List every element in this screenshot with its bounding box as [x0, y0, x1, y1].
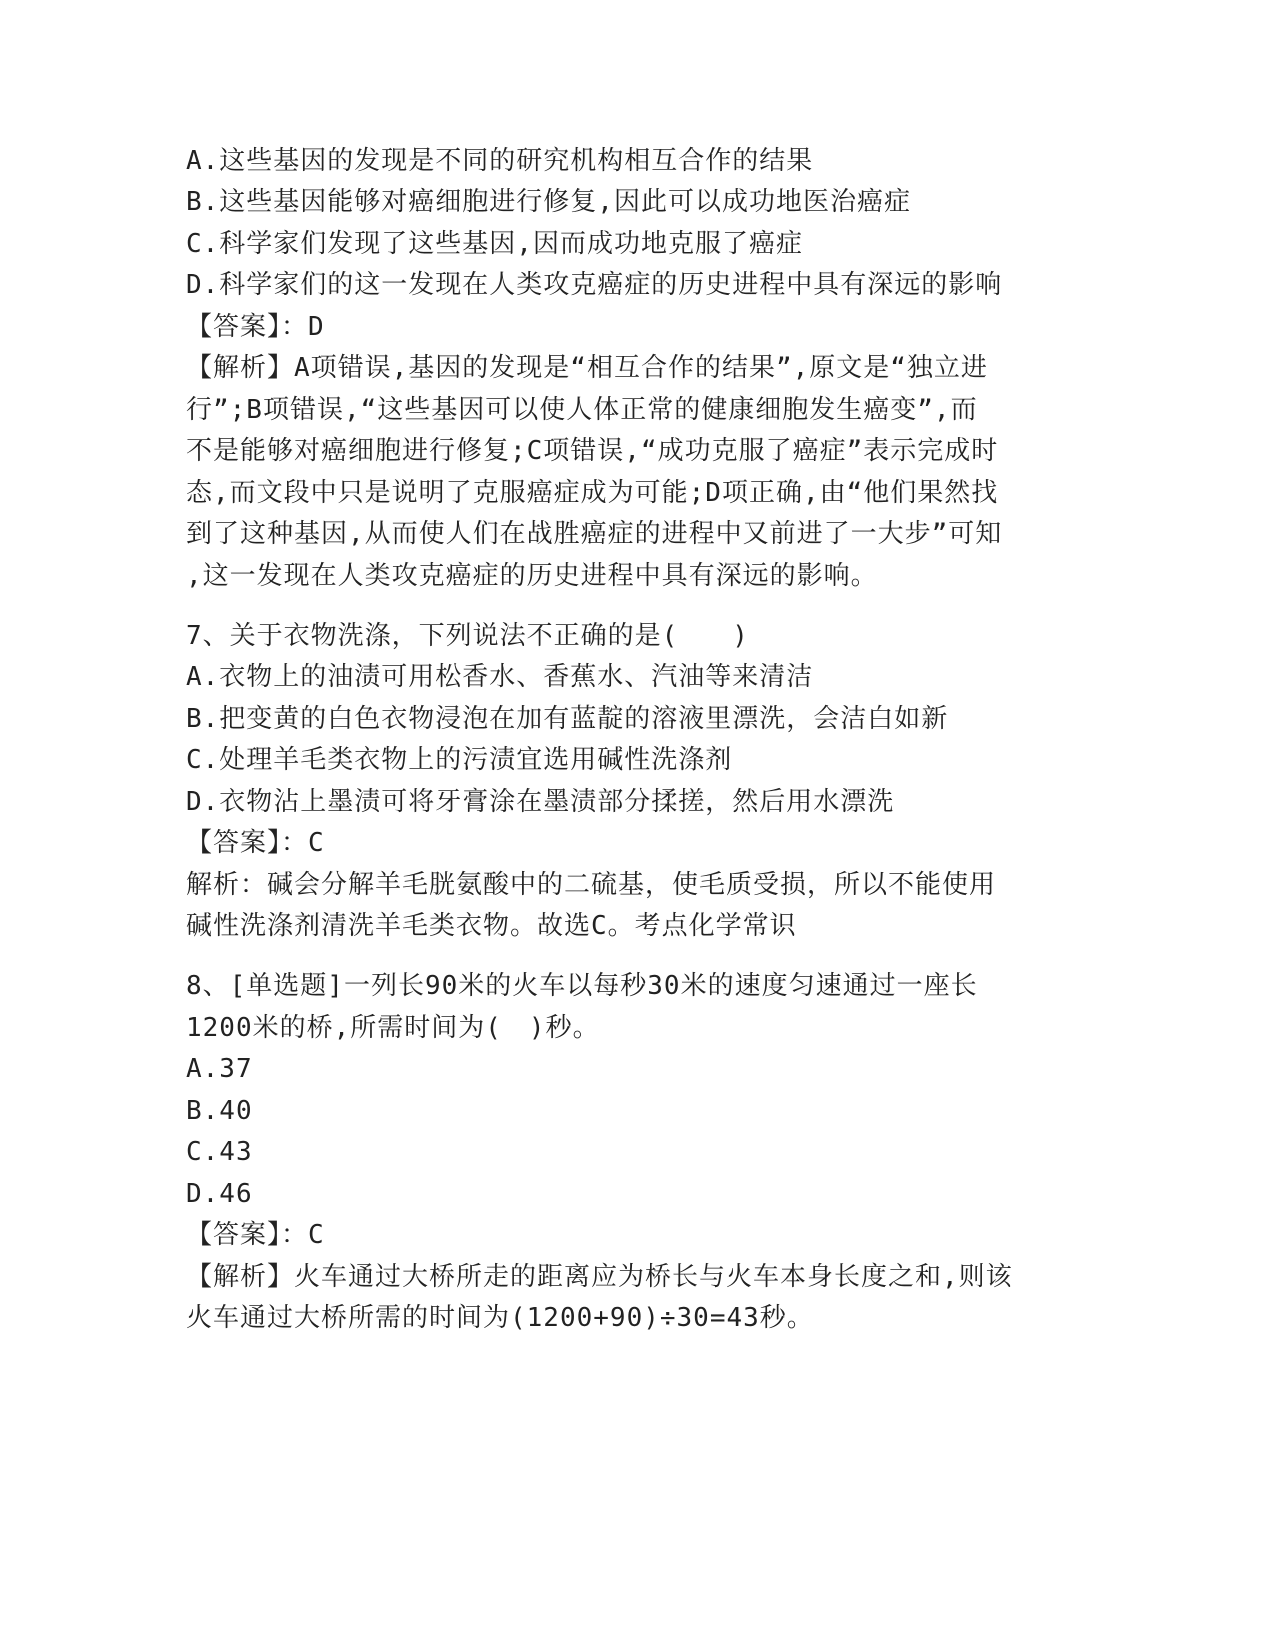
- q8-option-b: B.40: [186, 1096, 253, 1126]
- q6-analysis-line-3: 不是能够对癌细胞进行修复;C项错误,“成功克服了癌症”表示完成时: [186, 436, 999, 466]
- q6-analysis-line-5: 到了这种基因,从而使人们在战胜癌症的进程中又前进了一大步”可知: [186, 519, 1003, 549]
- q6-option-a: A.这些基因的发现是不同的研究机构相互合作的结果: [186, 146, 814, 176]
- q8-option-c: C.43: [186, 1137, 253, 1167]
- q6-option-d: D.科学家们的这一发现在人类攻克癌症的历史进程中具有深远的影响: [186, 270, 1003, 300]
- q6-option-c: C.科学家们发现了这些基因,因而成功地克服了癌症: [186, 229, 803, 259]
- q6-analysis-line-2: 行”;B项错误,“这些基因可以使人体正常的健康细胞发生癌变”,而: [186, 395, 978, 425]
- q7-option-a: A.衣物上的油渍可用松香水、香蕉水、汽油等来清洁: [186, 662, 814, 692]
- q7-analysis-line-1: 解析：碱会分解羊毛胱氨酸中的二硫基，使毛质受损，所以不能使用: [186, 870, 997, 900]
- q6-option-b: B.这些基因能够对癌细胞进行修复,因此可以成功地医治癌症: [186, 187, 911, 217]
- q7-answer: 【答案】：C: [186, 828, 325, 858]
- q8-stem-line-1: 8、[单选题]一列长90米的火车以每秒30米的速度匀速通过一座长: [186, 971, 978, 1001]
- q6-answer: 【答案】：D: [186, 312, 325, 342]
- q8-option-d: D.46: [186, 1179, 253, 1209]
- q7-option-b: B.把变黄的白色衣物浸泡在加有蓝靛的溶液里漂洗，会洁白如新: [186, 704, 949, 734]
- q6-analysis-line-4: 态,而文段中只是说明了克服癌症成为可能;D项正确,由“他们果然找: [186, 478, 999, 508]
- q8-answer: 【答案】：C: [186, 1220, 325, 1250]
- q7-stem: 7、关于衣物洗涤，下列说法不正确的是( ): [186, 621, 749, 651]
- q6-analysis-line-6: ,这一发现在人类攻克癌症的历史进程中具有深远的影响。: [186, 561, 878, 591]
- q8-analysis-line-1: 【解析】火车通过大桥所走的距离应为桥长与火车本身长度之和,则该: [186, 1262, 1013, 1292]
- q6-analysis-line-1: 【解析】A项错误,基因的发现是“相互合作的结果”,原文是“独立进: [186, 353, 988, 383]
- q7-option-d: D.衣物沾上墨渍可将牙膏涂在墨渍部分揉搓，然后用水漂洗: [186, 787, 895, 817]
- q7-option-c: C.处理羊毛类衣物上的污渍宜选用碱性洗涤剂: [186, 745, 733, 775]
- q7-analysis-line-2: 碱性洗涤剂清洗羊毛类衣物。故选C。考点化学常识: [186, 911, 797, 941]
- q8-stem-line-2: 1200米的桥,所需时间为( )秒。: [186, 1013, 600, 1043]
- q8-analysis-line-2: 火车通过大桥所需的时间为(1200+90)÷30=43秒。: [186, 1303, 814, 1333]
- q8-option-a: A.37: [186, 1054, 253, 1084]
